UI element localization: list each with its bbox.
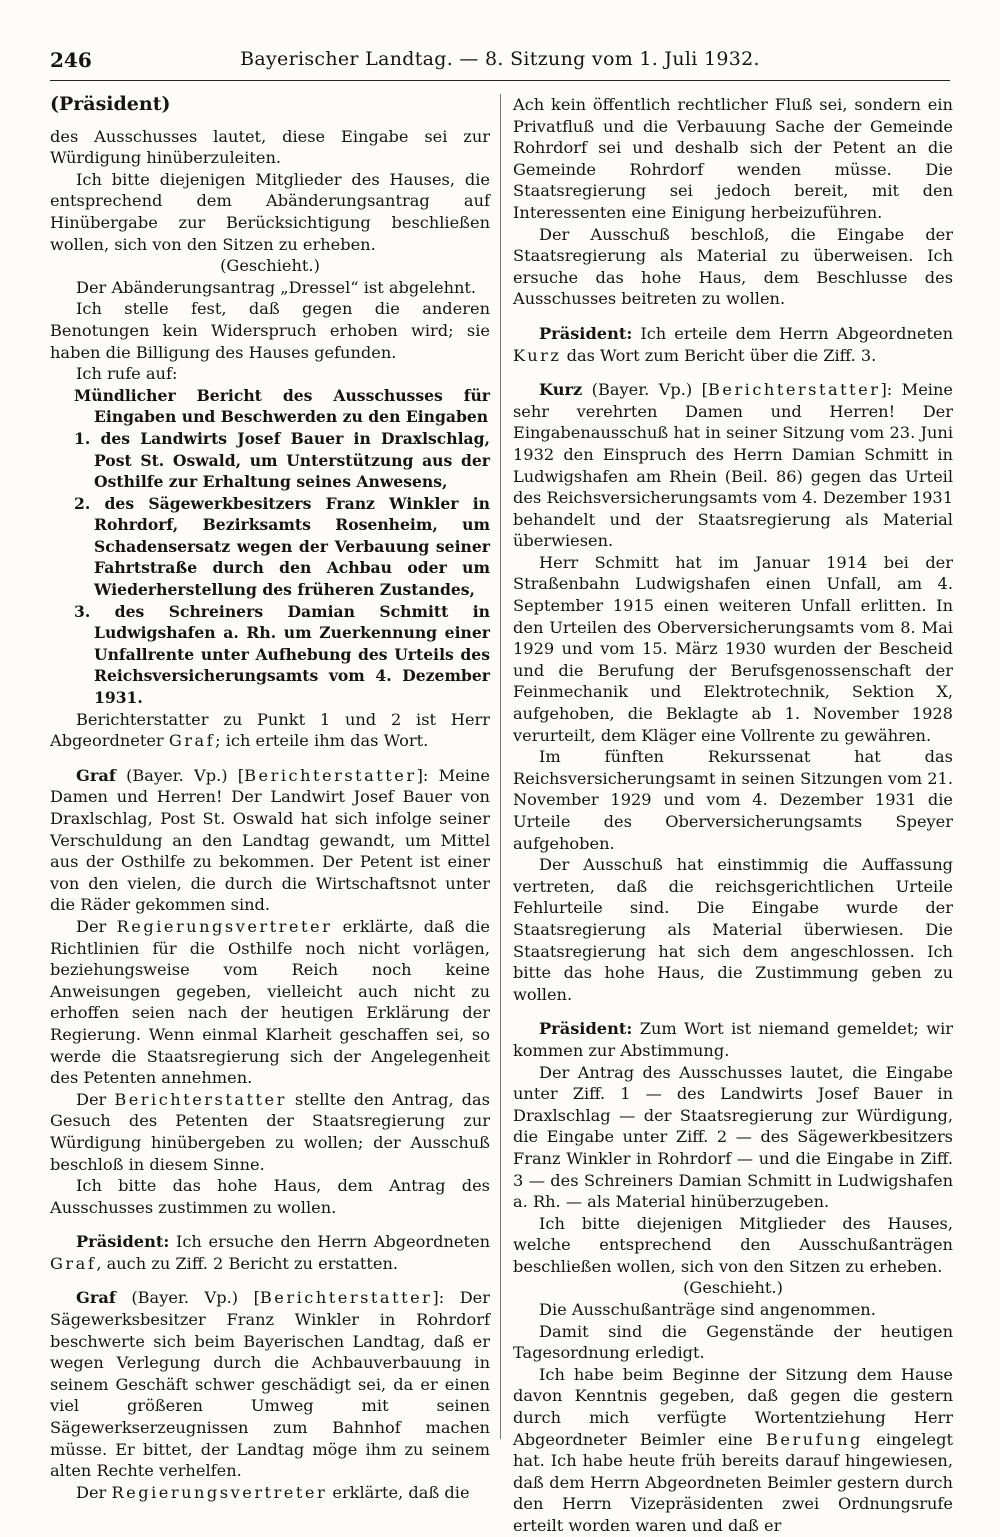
page-header xyxy=(50,44,950,81)
paragraph: Der Ausschuß beschloß, die Eingabe der Staatsregierung als Material zu überweisen. Ich ersuche das hohe Haus, dem Beschlusse des Ausschusses beitreten zu wollen. xyxy=(513,224,953,309)
paragraph: Damit sind die Gegenstände der heutigen Tagesordnung erledigt. xyxy=(513,1321,953,1363)
column-divider xyxy=(500,94,501,1439)
running-title: Bayerischer Landtag. — 8. Sitzung vom 1. Juli 1932. xyxy=(240,48,760,70)
speaker-name: Graf xyxy=(168,731,216,751)
speaker-name: Präsident: xyxy=(76,1232,170,1252)
speaker-name: Graf xyxy=(76,765,116,785)
stage-direction: (Geschieht.) xyxy=(683,1278,783,1298)
paragraph: Der Ausschuß hat einstimmig die Auffassung vertreten, daß die reichsgerichtlichen Urteile Fehlurteile sind. Die Eingabe wurde der Staatsregierung als Material überwiesen. Die Staatsregierung hat sich dem angeschlossen. Ich bitte das hohe Haus, die Zustimmung geben zu wollen. xyxy=(513,855,953,1004)
paragraph: Ach kein öffentlich rechtlicher Fluß sei, sondern ein Privatfluß und die Verbauung Sache der Gemeinde Rohrdorf sei und deshalb sich der Petent an die Gemeinde Rohrdorf wenden müsse. Die Staatsregierung sei jedoch bereit, mit den Interessenten eine Einigung herbeizuführen. xyxy=(513,95,953,222)
paragraph: Ich bitte das hohe Haus, dem Antrag des Ausschusses zustimmen zu wollen. xyxy=(50,1176,490,1217)
paragraph: Ich habe beim Beginne der Sitzung dem Hause davon Kenntnis gegeben, daß gegen die gestern durch mich verfügte Wortentziehung Herr Abgeordneter Beimler eine Berufung eingelegt hat. Ich habe heute früh bereits darauf hingewiesen, daß dem Herrn Abgeordneten Beimler gestern durch den Herrn Vizepräsidenten zwei Ordnungsrufe erteilt worden waren und daß er xyxy=(513,1364,953,1535)
speaker-name: Kurz xyxy=(539,380,583,400)
paragraph: Der Abänderungsantrag „Dressel“ ist abgelehnt. xyxy=(76,277,477,297)
speaker-role: Berichterstatter xyxy=(707,380,881,400)
paragraph: Ich stelle fest, daß gegen die anderen Benotungen kein Widerspruch erhoben wird; sie haben die Billigung des Hauses gefunden. xyxy=(50,299,490,362)
left-column xyxy=(50,93,490,1502)
paragraph: Ich rufe auf: xyxy=(76,364,178,384)
paragraph: Ich bitte diejenigen Mitglieder des Hauses, welche entsprechend den Ausschußanträgen beschließen wollen, sich von den Sitzen zu erheben. xyxy=(513,1213,953,1276)
speech-paragraph: Graf (Bayer. Vp.) [Berichterstatter]: Der Sägewerksbesitzer Franz Winkler in Rohrdorf beschwerte sich beim Bayerischen Landtag, daß er wegen Verlegung durch die Achbauverbauung in seinem Geschäft schwer geschädigt sei, da er einen viel größeren Umweg mit seinen Sägewerkserzeugnissen zum Bahnhof machen müsse. Er bittet, der Landtag möge ihm zu seinem alten Rechte verhelfen. xyxy=(50,1288,490,1481)
paragraph: Der Regierungsvertreter erklärte, daß die Richtlinien für die Osthilfe noch nicht vorlägen, beziehungsweise vom Reich noch keine Anweisungen gegeben, vielleicht auch nicht zu erhoffen seien nach der heutigen Erklärung der Regierung. Wenn einmal Klarheit geschaffen sei, so werde die Staatsregierung sich der Angelegenheit des Petenten annehmen. xyxy=(50,916,490,1088)
speaker-role: Berichterstatter xyxy=(259,1288,433,1308)
paragraph: des Ausschusses lautet, diese Eingabe sei zur Würdigung hinüberzuleiten. xyxy=(50,126,490,168)
speech-paragraph: Kurz (Bayer. Vp.) [Berichterstatter]: Meine sehr verehrten Damen und Herren! Der Eingabenausschuß hat in seiner Sitzung vom 23. Juni 1932 den Einspruch des Herrn Damian Schmitt in Ludwigshafen am Rhein (Beil. 86) gegen das Urteil des Reichsversicherungsamts vom 4. Dezember 1931 behandelt und der Staatsregierung als Material überwiesen. xyxy=(513,380,953,551)
speaker-role: Berichterstatter xyxy=(244,765,417,785)
speaker-name: Graf xyxy=(76,1288,116,1308)
paragraph: Berichterstatter zu Punkt 1 und 2 ist Herr Abgeordneter Graf; ich erteile ihm das Wort. xyxy=(50,709,490,751)
page-number: 246 xyxy=(50,48,92,72)
paragraph: Die Ausschußanträge sind angenommen. xyxy=(539,1300,876,1320)
speech-paragraph: Graf (Bayer. Vp.) [Berichterstatter]: Meine Damen und Herren! Der Landwirt Josef Bauer von Draxlschlag, Post St. Oswald hat sich infolge seiner Verschuldung an den Landtag gewandt, um Mittel aus der Osthilfe zu bekommen. Der Petent ist einer von den vielen, die durch die Wirtschaftsnot unter die Räder gekommen sind. xyxy=(50,765,490,915)
agenda-intro: Mündlicher Bericht des Ausschusses für Eingaben und Beschwerden zu den Eingaben xyxy=(74,385,490,427)
stage-direction: (Geschieht.) xyxy=(220,256,320,276)
speaker-name: Präsident: xyxy=(539,1019,633,1039)
paragraph: Im fünften Rekurssenat hat das Reichsversicherungsamt in seinen Sitzungen vom 21. November 1929 und vom 4. Dezember 1931 die Urteile des Oberversicherungsamts Speyer aufgehoben. xyxy=(513,747,953,853)
paragraph: Der Regierungsvertreter erklärte, daß die xyxy=(76,1482,470,1502)
right-column xyxy=(513,94,953,1535)
agenda-block xyxy=(50,385,490,709)
speaker-name: Präsident: xyxy=(539,323,633,343)
speech-paragraph: Präsident: Zum Wort ist niemand gemeldet; wir kommen zur Abstimmung. xyxy=(513,1019,953,1060)
agenda-item: 3. des Schreiners Damian Schmitt in Ludwigshafen a. Rh. um Zuerkennung einer Unfallrente unter Aufhebung des Urteils des Reichsversicherungsamts vom 4. Dezember 1931. xyxy=(74,601,490,708)
speech-paragraph: Präsident: Ich ersuche den Herrn Abgeordneten Graf, auch zu Ziff. 2 Bericht zu erstatten. xyxy=(50,1232,490,1273)
paragraph: Der Antrag des Ausschusses lautet, die Eingabe unter Ziff. 1 — des Landwirts Josef Bauer in Draxlschlag — der Staatsregierung zur Würdigung, die Eingabe unter Ziff. 2 — des Sägewerkbesitzers Franz Winkler in Rohrdorf — und die Eingabe in Ziff. 3 — des Schreiners Damian Schmitt in Ludwigshafen a. Rh. — als Material hinüberzugeben. xyxy=(513,1062,953,1212)
speaker-heading: (Präsident) xyxy=(50,93,171,115)
paragraph: Ich bitte diejenigen Mitglieder des Hauses, die entsprechend dem Abänderungsantrag auf Hinübergabe zur Berücksichtigung beschließen wollen, sich von den Sitzen zu erheben. xyxy=(50,169,490,254)
speech-paragraph: Präsident: Ich erteile dem Herrn Abgeordneten Kurz das Wort zum Bericht über die Ziff. 3. xyxy=(513,323,953,365)
paragraph: Der Berichterstatter stellte den Antrag, das Gesuch des Petenten der Staatsregierung zur Würdigung hinübergeben zu wollen; der Ausschuß beschloß in diesem Sinne. xyxy=(50,1089,490,1174)
agenda-item: 2. des Sägewerkbesitzers Franz Winkler in Rohrdorf, Bezirksamts Rosenheim, um Schadensersatz wegen der Verbauung seiner Fahrtstraße durch den Achbau oder um Wiederherstellung des früheren Zustandes, xyxy=(74,493,490,600)
paragraph: Herr Schmitt hat im Januar 1914 bei der Straßenbahn Ludwigshafen einen Unfall, am 4. September 1915 einen weiteren Unfall erlitten. In den Urteilen des Oberversicherungsamts vom 8. Mai 1929 und vom 15. März 1930 wurden der Bescheid und die Berufung der Berufsgenossenschaft der Feinmechanik und Elektrotechnik, Sektion X, aufgehoben, die Beklagte ab 1. November 1928 verurteilt, dem Kläger eine Vollrente zu gewähren. xyxy=(513,552,953,745)
agenda-item: 1. des Landwirts Josef Bauer in Draxlschlag, Post St. Oswald, um Unterstützung aus der Osthilfe zur Erhaltung seines Anwesens, xyxy=(74,428,490,492)
